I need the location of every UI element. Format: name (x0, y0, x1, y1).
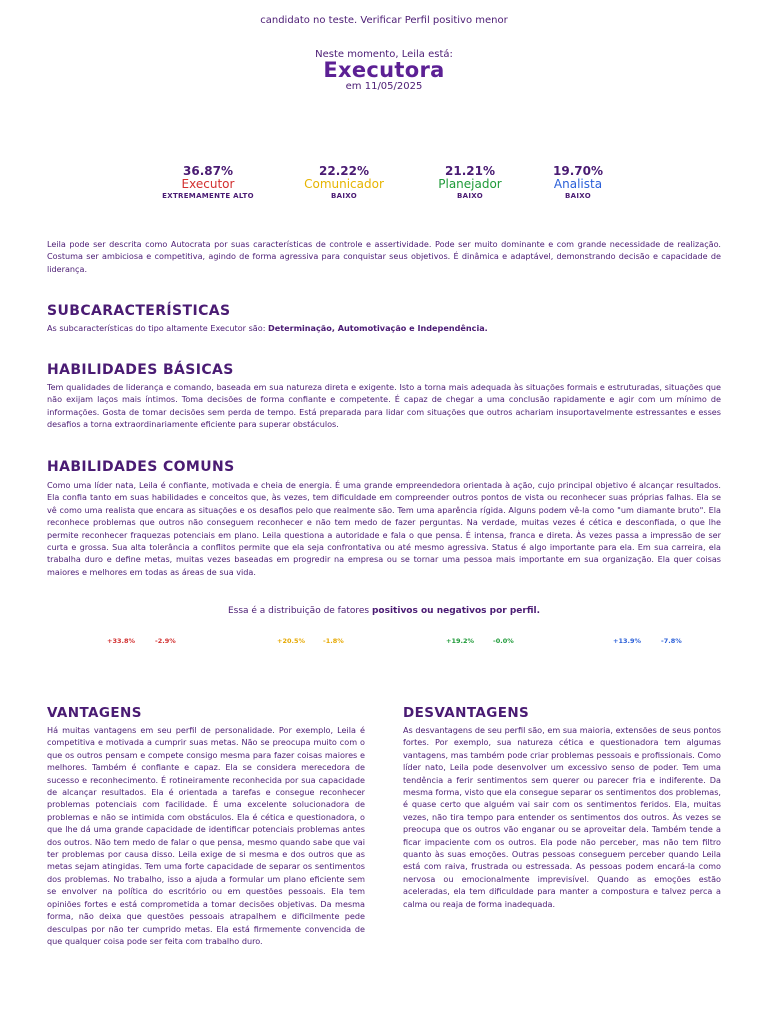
subcaracteristicas-heading: SUBCARACTERÍSTICAS (47, 303, 231, 319)
distribution-positive-executor: +33.8% (107, 637, 135, 645)
stat-name: Executor (181, 177, 235, 191)
profile-name: Executora (323, 58, 445, 82)
distribution-positive-comunicador: +20.5% (277, 637, 305, 645)
stat-name: Comunicador (304, 177, 384, 191)
top-text: candidato no teste. Verificar Perfil positivo menor (260, 15, 508, 26)
profile-stats (0, 165, 768, 205)
distribution-row (0, 637, 768, 649)
stat-level: BAIXO (565, 192, 591, 200)
stat-name: Analista (553, 177, 603, 191)
vantagens-heading: VANTAGENS (47, 705, 142, 721)
stat-percent: 19.70% (553, 164, 603, 178)
stat-percent: 36.87% (183, 164, 233, 178)
desvantagens-heading: DESVANTAGENS (403, 705, 530, 721)
current-state-label: Neste momento, Leila está: (315, 49, 453, 60)
distribution-title-prefix: Essa é a distribuição de fatores (227, 606, 372, 616)
stat-level: EXTREMAMENTE ALTO (162, 192, 254, 200)
distribution-negative-analista: -7.8% (661, 637, 682, 645)
distribution-negative-comunicador: -1.8% (323, 637, 344, 645)
stat-level: BAIXO (331, 192, 357, 200)
stat-percent: 21.21% (445, 164, 495, 178)
stat-comunicador (279, 165, 409, 201)
distribution-negative-executor: -2.9% (155, 637, 176, 645)
stat-executor (143, 165, 273, 201)
profile-date: em 11/05/2025 (345, 81, 423, 92)
habilidades-basicas-heading: HABILIDADES BÁSICAS (47, 362, 234, 378)
habilidades-comuns-heading: HABILIDADES COMUNS (47, 459, 235, 475)
desvantagens-text: As desvantagens de seu perfil são, em sua maioria, extensões de seus pontos fortes. Por exemplo, sua natureza cética e questionadora tem algumas vantagens, mas também pode criar problemas pessoais e profissionais. Como líder nato, Leila pode desenvolver um excessivo senso de poder. Tem uma tendência a ferir sentimentos sem querer ou parecer fria e indiferente. Da mesma forma, visto que ela consegue separar os sentimentos dos problemas, é quase certo que alguém vai sair com os sentimentos feridos. Ela, muitas vezes, não tira tempo para entender os sentimentos dos outros. Às vezes se preocupa que os outros vão enganar ou se aproveitar dela. Também tende a ficar impaciente com os outros. Ela pode não perceber, mas não tem filtro quanto às suas emoções. Outras pessoas conseguem perceber quando Leila está com raiva, frustrada ou estressada. As pessoas podem encará-la como nervosa ou emocionalmente imprevisível. Quando as emoções estão aceleradas, ela tem dificuldade para manter a compostura e talvez perca a calma ou reaja de forma inadequada. (403, 725, 721, 909)
intro-paragraph: Leila pode ser descrita como Autocrata por suas características de controle e assertividade. Pode ser muito dominante e com grande necessidade de realização. Costuma ser ambiciosa e competitiva, agindo de forma agressiva para conquistar seus objetivos. É dinâmica e adaptável, demonstrando decisão e capacidade de liderança. (47, 239, 721, 274)
subcaracteristicas-text (47, 322, 721, 334)
distribution-positive-planejador: +19.2% (446, 637, 474, 645)
stat-percent: 22.22% (319, 164, 369, 178)
subcaracteristicas-list: Determinação, Automotivação e Independência. (268, 323, 488, 333)
distribution-title (0, 606, 768, 616)
stat-analista (513, 165, 643, 201)
habilidades-basicas-text: Tem qualidades de liderança e comando, baseada em sua natureza direta e exigente. Isto a torna mais adequada às situações formais e estruturadas, situações que não exijam laços mais íntimos. Toma decisões de forma confiante e competente. É capaz de chegar a uma conclusão rapidamente e agir com um mínimo de informações. Gosta de tomar decisões sem perda de tempo. Está preparada para lidar com situações que outros achariam insuportavelmente estressantes e esses desafios a torna extraordinariamente eficiente para superar obstáculos. (47, 382, 721, 430)
distribution-positive-analista: +13.9% (613, 637, 641, 645)
subcaracteristicas-prefix: As subcaracterísticas do tipo altamente Executor são: (47, 323, 269, 333)
distribution-negative-planejador: -0.0% (493, 637, 514, 645)
distribution-title-bold: positivos ou negativos por perfil. (371, 606, 541, 616)
stat-name: Planejador (438, 177, 502, 191)
vantagens-text: Há muitas vantagens em seu perfil de personalidade. Por exemplo, Leila é competitiva e motivada a cumprir suas metas. Não se preocupa muito com o que os outros pensam e compete consigo mesma para fazer coisas maiores e melhores. Também é confiante e capaz. Ela se considera merecedora de sucesso e reconhecimento. É rotineiramente reconhecida por sua capacidade de alcançar resultados. Ela é orientada a tarefas e consegue reconhecer problemas potenciais com facilidade. É uma excelente solucionadora de problemas e não se intimida com obstáculos. Ela é cética e questionadora, o que lhe dá uma grande capacidade de identificar potenciais problemas antes dos outros. Não tem medo de falar o que pensa, mesmo quando sabe que vai ter problemas por causa disso. Leila exige de si mesma e dos outros que as metas sejam atingidas. Tem uma forte capacidade de separar os sentimentos dos problemas. No trabalho, isso a ajuda a formular um plano eficiente sem se envolver na política do escritório ou em questões pessoais. Ela tem opiniões fortes e está comprometida a tomar decisões objetivas. Da mesma forma, não deixa que questões pessoais atrapalhem e dificilmente pede desculpas por não ter cumprido metas. Ela está firmemente convencida de que qualquer coisa pode ser feita com trabalho duro. (47, 725, 365, 946)
habilidades-comuns-text: Como uma líder nata, Leila é confiante, motivada e cheia de energia. É uma grande empreendedora orientada à ação, cujo principal objetivo é alcançar resultados. Ela confia tanto em suas habilidades e conceitos que, às vezes, tem dificuldade em compreender outros pontos de vista ou reconhecer suas próprias falhas. Ela se vê como uma realista que encara as situações e os desafios pelo que realmente são. Tem uma aparência rígida. Alguns podem vê-la como "um diamante bruto". Ela reconhece problemas que outros não conseguem reconhecer e não tem medo de fazer perguntas. Na verdade, muitas vezes é cética e desconfiada, o que lhe permite reconhecer fraquezas potenciais em plano. Leila questiona a autoridade e fala o que pensa. É intensa, franca e direta. Às vezes passa a impressão de ser curta e grossa. Sua alta tolerância a conflitos permite que ela seja confrontativa ou até mesmo agressiva. Status é algo importante para ela. Em sua carreira, ela trabalha duro e define metas, muitas vezes baseadas em progredir na empresa ou se tornar uma pessoa mais importante em sua organização. Ela quer coisas maiores e melhores em todas as áreas de sua vida. (47, 480, 721, 577)
stat-level: BAIXO (457, 192, 483, 200)
